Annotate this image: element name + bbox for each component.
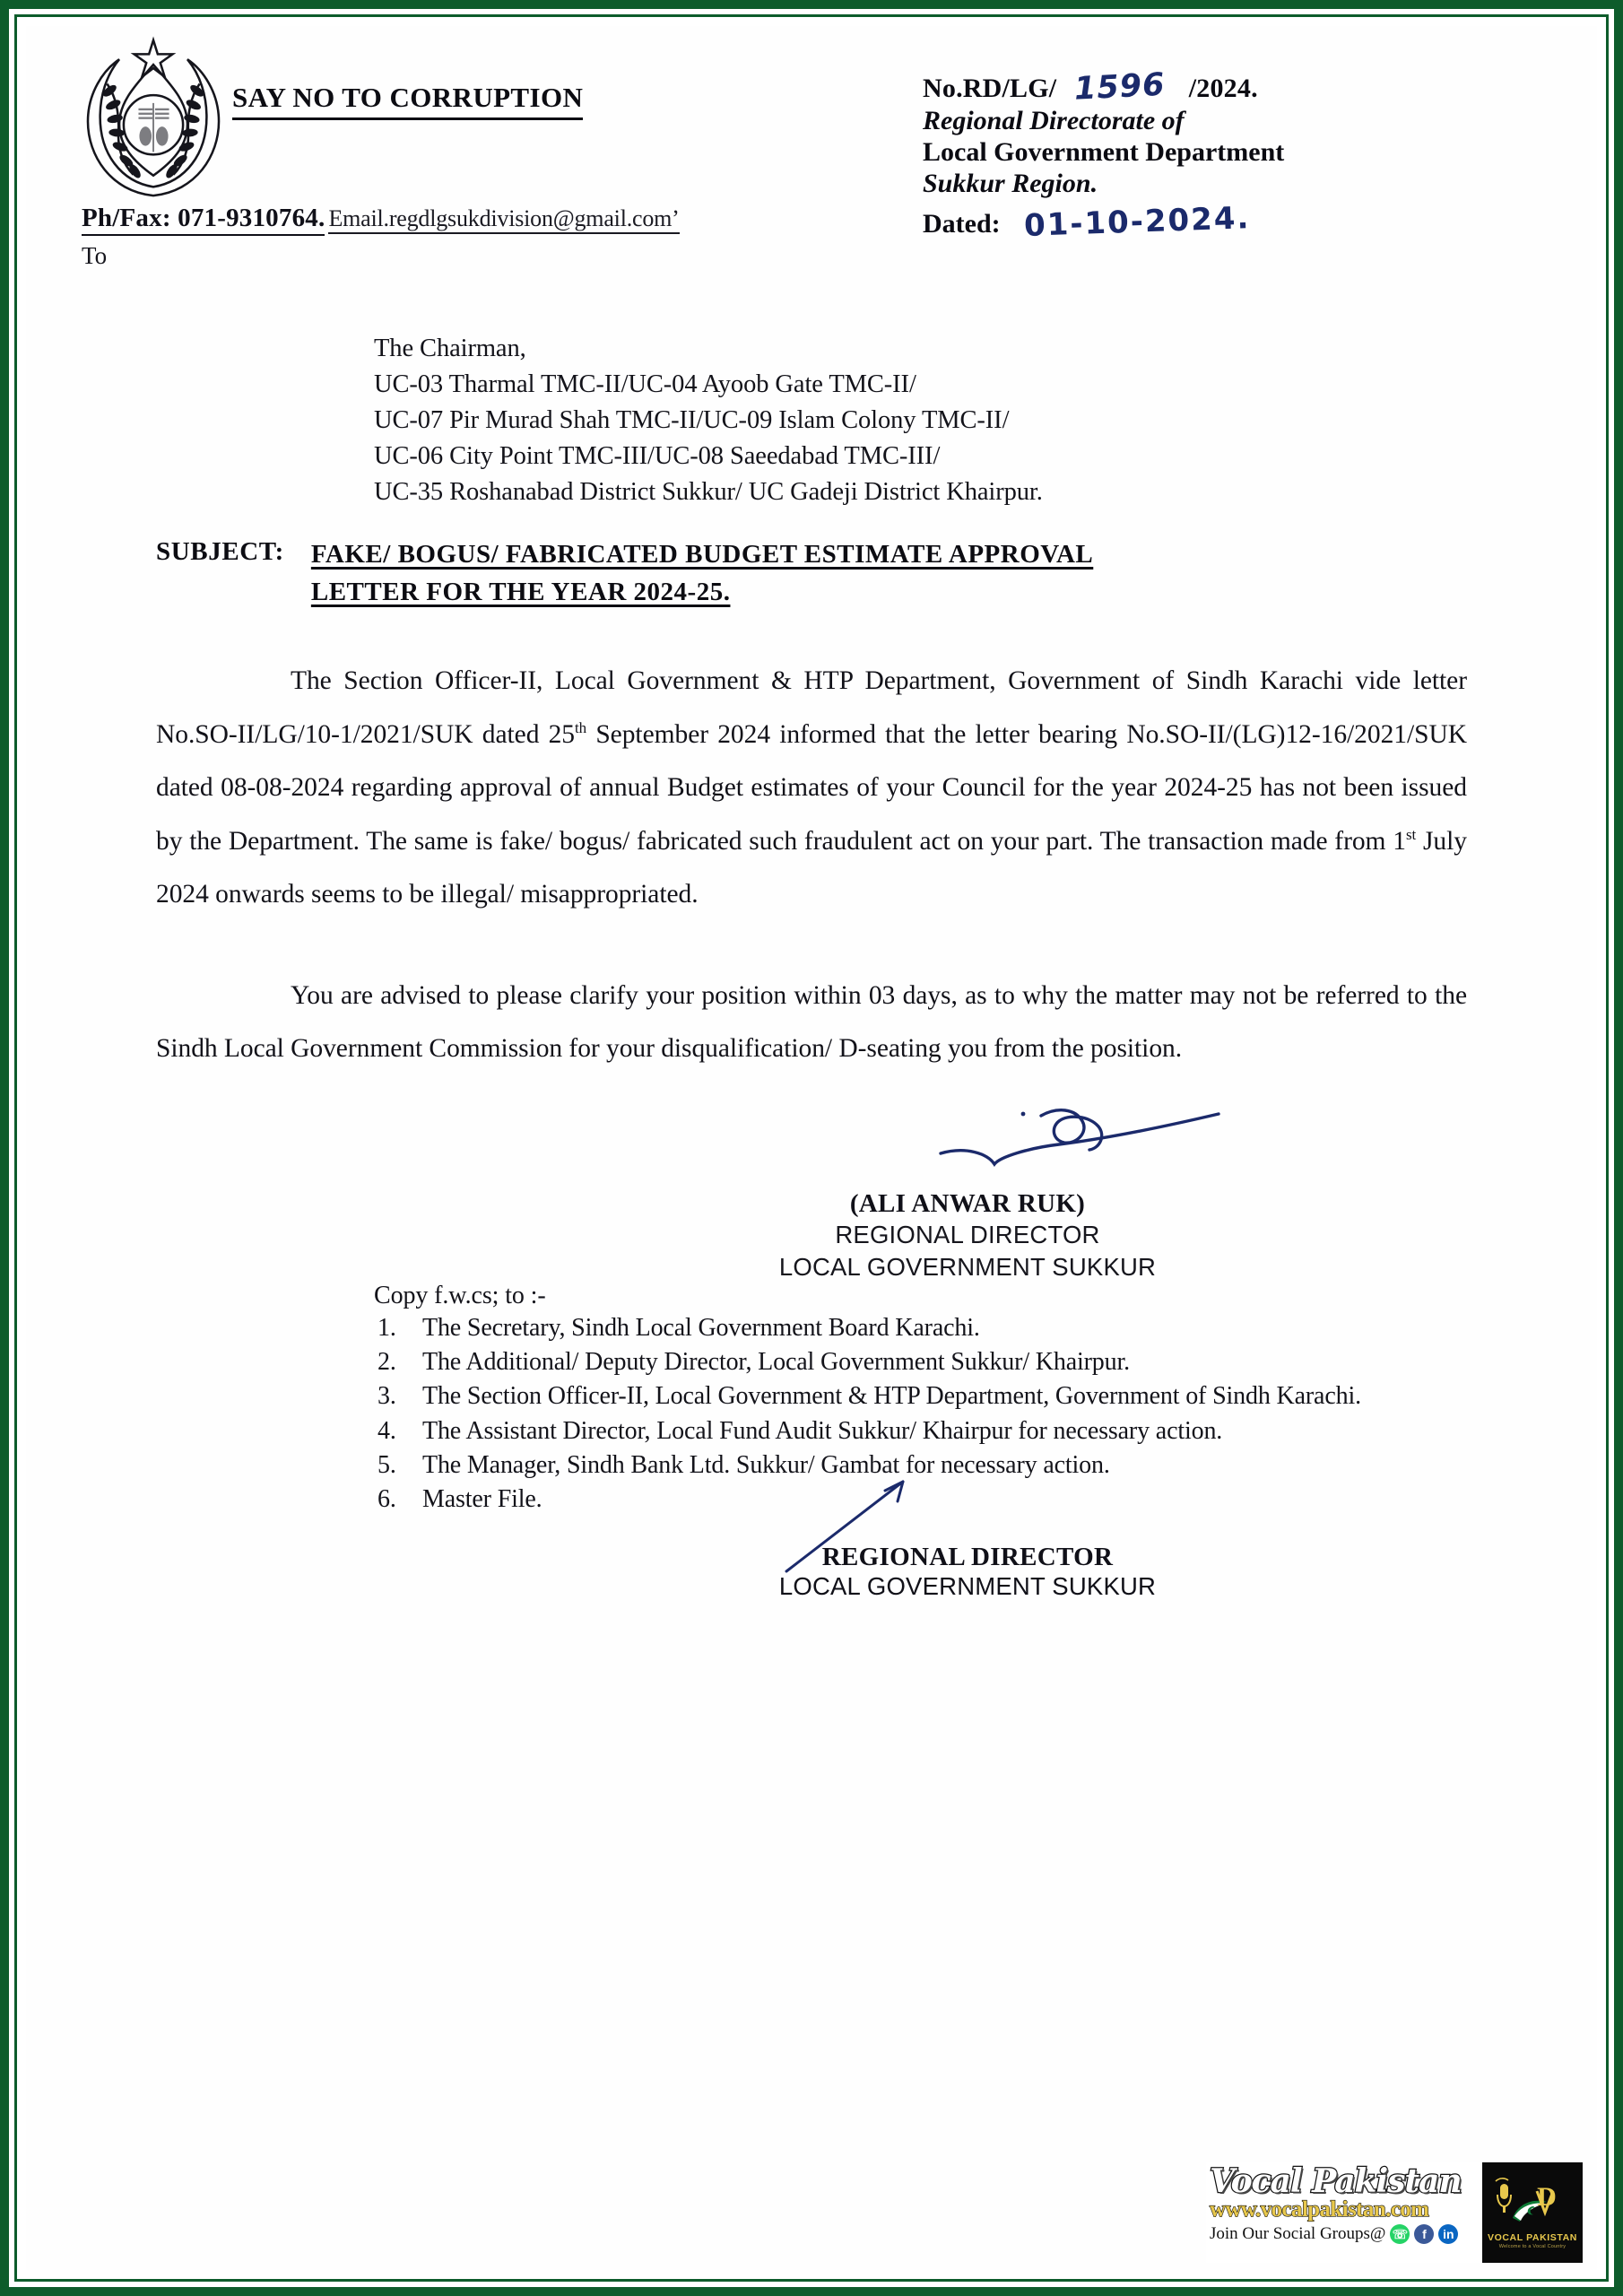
- email-line: Email.regdlgsukdivision@gmail.com’: [328, 205, 679, 234]
- facebook-icon[interactable]: f: [1414, 2224, 1434, 2244]
- list-item-number: 2.: [378, 1348, 396, 1377]
- list-item-text: Master File.: [422, 1485, 542, 1514]
- list-item: [374, 1311, 1597, 1344]
- phone-fax-line: Ph/Fax: 071-9310764.: [82, 204, 325, 236]
- signatory-name: (ALI ANWAR RUK): [849, 1189, 1086, 1218]
- letter-sheet: [26, 26, 1597, 2270]
- copy-list: [374, 1311, 1597, 1516]
- body-p1-part-c: July 2024 onwards seems to be illegal/ misappropriated.: [156, 826, 1467, 909]
- vocal-pakistan-logo-icon: [1493, 2177, 1572, 2231]
- microphone-icon: [1496, 2178, 1511, 2212]
- list-item-number: 6.: [378, 1485, 396, 1514]
- closing-title-line-1: REGIONAL DIRECTOR: [821, 1543, 1114, 1572]
- watermark-logo-brand: VOCAL PAKISTAN: [1488, 2231, 1577, 2243]
- closing-designation-block: [654, 1543, 1281, 1601]
- watermark-brand-script: Vocal Pakistan: [1210, 2162, 1462, 2200]
- list-item: [374, 1483, 1597, 1516]
- list-item: [374, 1414, 1432, 1448]
- office-line-1: Regional Directorate of: [923, 106, 1185, 135]
- list-item-text: The Secretary, Sindh Local Government Board Karachi.: [422, 1314, 980, 1342]
- list-item-text: The Additional/ Deputy Director, Local Government Sukkur/ Khairpur.: [422, 1348, 1130, 1377]
- signatory-names: [654, 1189, 1281, 1284]
- subject-row: [156, 536, 1555, 612]
- list-item: [374, 1345, 1432, 1378]
- addressee-block: [374, 331, 1597, 509]
- subject-line-1: FAKE/ BOGUS/ FABRICATED BUDGET ESTIMATE APPROVAL: [310, 540, 1094, 570]
- addressee-line: UC-03 Tharmal TMC-II/UC-04 Ayoob Gate TMC-II/: [374, 370, 916, 398]
- list-item-number: 4.: [378, 1416, 396, 1445]
- signature-block: [26, 1107, 1597, 1282]
- copy-distribution-block: [374, 1282, 1597, 1516]
- to-label: To: [82, 242, 108, 269]
- list-item-text: The Assistant Director, Local Fund Audit Sukkur/ Khairpur for necessary action.: [422, 1416, 1223, 1445]
- watermark-join-text: Join Our Social Groups@: [1210, 2224, 1386, 2244]
- addressee-line: The Chairman,: [374, 335, 526, 362]
- list-item: [374, 1448, 1597, 1482]
- body-p1-part-a: The Section Officer-II, Local Government & HTP Department, Government of Sindh Karachi vide letter No.SO-II/LG/10-1/2021/SUK dated 25: [156, 665, 1467, 749]
- subject-text: [311, 536, 1555, 612]
- dated-handwritten: 01-10-2024.: [1023, 200, 1251, 244]
- body-paragraph-1: [156, 655, 1467, 922]
- watermark-social-row: [1210, 2224, 1477, 2244]
- watermark-logo-tagline: Welcome to a Vocal Country: [1498, 2243, 1567, 2249]
- whatsapp-icon[interactable]: ☏: [1390, 2224, 1410, 2244]
- list-item-number: 5.: [378, 1450, 396, 1479]
- dated-label: Dated:: [923, 209, 1001, 239]
- handwritten-signature: [923, 1101, 1228, 1187]
- list-item-text: The Section Officer-II, Local Government & HTP Department, Government of Sindh Karachi.: [422, 1382, 1361, 1411]
- body-p1-superscript-st: st: [1405, 825, 1417, 843]
- linkedin-icon[interactable]: in: [1438, 2224, 1458, 2244]
- body-p1-superscript-th: th: [575, 718, 587, 736]
- anti-corruption-slogan: SAY NO TO CORRUPTION: [232, 82, 583, 120]
- list-item-number: 1.: [378, 1314, 396, 1342]
- pakistan-state-emblem-icon: [75, 33, 232, 199]
- addressee-line: UC-06 City Point TMC-III/UC-08 Saeedabad TMC-III/: [374, 441, 941, 470]
- body-p1-part-b: September 2024 informed that the letter bearing No.SO-II/(LG)12-16/2021/SUK dated 08-08-2024 regarding approval of annual Budget estimates of your Council for the year 2024-25 has not been issued by the Department. The same is fake/ bogus/ fabricated such fraudulent act on your part. The transaction made from 1: [156, 719, 1467, 856]
- svg-text:D: D: [1537, 2181, 1557, 2212]
- decorative-green-border: [9, 9, 1614, 2287]
- vocal-pakistan-watermark: [1206, 2162, 1583, 2263]
- closing-title-line-2: LOCAL GOVERNMENT SUKKUR: [778, 1572, 1157, 1601]
- reference-block: [923, 66, 1285, 244]
- addressee-line: UC-07 Pir Murad Shah TMC-II/UC-09 Islam Colony TMC-II/: [374, 405, 1010, 434]
- signatory-title-line-2: LOCAL GOVERNMENT SUKKUR: [778, 1253, 1157, 1282]
- watermark-logo-panel: [1482, 2162, 1583, 2263]
- list-item-text: The Manager, Sindh Bank Ltd. Sukkur/ Gambat for necessary action.: [422, 1450, 1110, 1479]
- letterhead: [26, 26, 1597, 322]
- reference-number-handwritten: 1596: [1073, 66, 1167, 108]
- addressee-line: UC-35 Roshanabad District Sukkur/ UC Gadeji District Khairpur.: [374, 477, 1043, 506]
- subject-label: SUBJECT:: [156, 537, 284, 567]
- office-line-2: Local Government Department: [923, 137, 1285, 167]
- dated-line: [923, 200, 1284, 244]
- copy-heading: Copy f.w.cs; to :-: [374, 1282, 546, 1309]
- reference-number-prefix: No.RD/LG/: [923, 74, 1057, 103]
- office-line-3: Sukkur Region.: [923, 169, 1098, 198]
- watermark-url: www.vocalpakistan.com: [1210, 2197, 1429, 2222]
- reference-number-suffix: /2024.: [1188, 74, 1258, 103]
- subject-line-2: LETTER FOR THE YEAR 2024-25.: [310, 578, 731, 607]
- signatory-title-line-1: REGIONAL DIRECTOR: [835, 1221, 1100, 1248]
- letter-body: [156, 655, 1467, 1076]
- reference-number-line: [923, 66, 1284, 108]
- list-item-number: 3.: [378, 1382, 396, 1411]
- office-contact-block: [82, 202, 680, 270]
- body-paragraph-2: You are advised to please clarify your position within 03 days, as to why the matter may not be referred to the Sindh Local Government Commission for your disqualification/ D-seating you from the position.: [156, 980, 1467, 1064]
- list-item: [374, 1379, 1432, 1413]
- handwritten-pointer-line: [779, 1478, 914, 1577]
- watermark-text-panel: [1206, 2162, 1482, 2263]
